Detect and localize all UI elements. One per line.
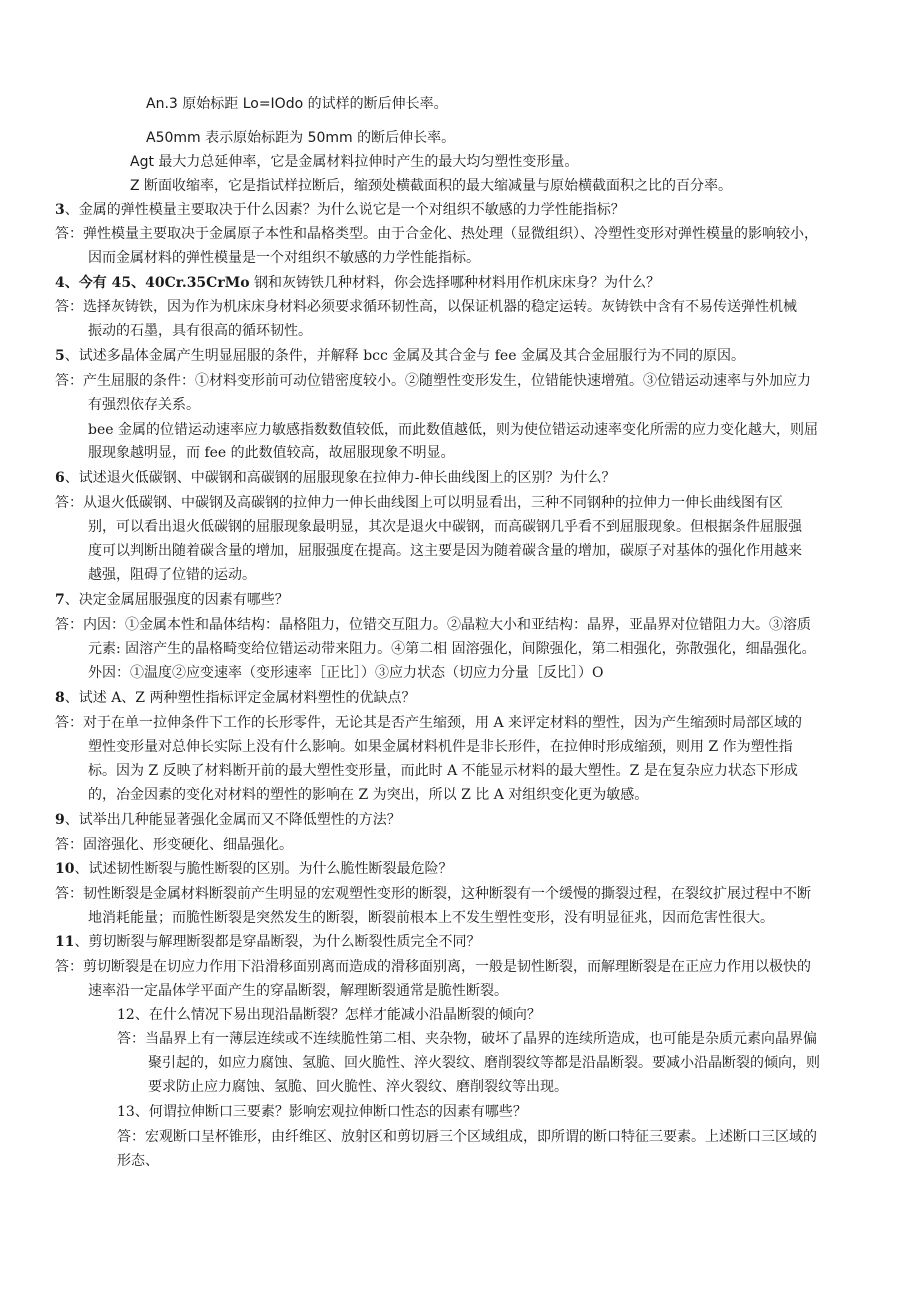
answer-7-line-3: 外因：①温度②应变速率（变形速率［正比］）③应力状态（切应力分量［反比］）O — [88, 665, 604, 681]
answer-6-line-4: 越强，阻碍了位错的运动。 — [88, 567, 256, 583]
answer-9-line-1: 答：固溶强化、形变硬化、细晶强化。 — [55, 837, 293, 853]
answer-13-line-1: 答：宏观断口呈杯锥形，由纤维区、放射区和剪切唇三个区域组成，即所谓的断口特征三要素。上述断口三区域的 — [117, 1129, 817, 1145]
question-13: 13、何谓拉伸断口三要素？影响宏观拉伸断口性态的因素有哪些？ — [117, 1104, 527, 1120]
answer-13-line-2: 形态、 — [117, 1153, 159, 1169]
question-12: 12、在什么情况下易出现沿晶断裂？怎样才能减小沿晶断裂的倾向？ — [117, 1007, 541, 1023]
question-text: 钢和灰铸铁几种材料，你会选择哪种材料用作机床床身？为什么？ — [249, 275, 660, 291]
answer-8-line-1: 答：对于在单一拉伸条件下工作的长形零件，无论其是否产生缩颈，用 A 来评定材料的塑性，因为产生缩颈时局部区域的 — [55, 715, 803, 731]
question-text: 、金属的弹性模量主要取决于什么因素？为什么说它是一个对组织不敏感的力学性能指标？ — [64, 202, 625, 218]
answer-12-line-2: 聚引起的，如应力腐蚀、氢脆、回火脆性、淬火裂纹、磨削裂纹等都是沿晶断裂。要减小沿晶断裂的倾向，则 — [148, 1055, 820, 1071]
definition-z: Z 断面收缩率，它是指试样拉断后，缩颈处横截面积的最大缩减量与原始横截面积之比的百分率。 — [130, 178, 733, 194]
answer-3-line-2: 因而金属材料的弹性模量是一个对组织不敏感的力学性能指标。 — [88, 250, 480, 266]
question-11 — [55, 933, 480, 951]
question-number: 3 — [55, 202, 65, 218]
answer-6-line-1: 答：从退火低碳钢、中碳钢及高碳钢的拉伸力一伸长曲线图上可以明显看出，三种不同钢种的拉伸力一伸长曲线图有区 — [55, 495, 783, 511]
answer-11-line-1: 答：剪切断裂是在切应力作用下沿滑移面别离而造成的滑移面别离，一般是韧性断裂，而解理断裂是在正应力作用以极快的 — [55, 959, 811, 975]
question-number: 5 — [55, 348, 65, 364]
definition-an3: An.3 原始标距 Lo=IOdo 的试样的断后伸长率。 — [146, 96, 448, 112]
question-text: 、剪切断裂与解理断裂都是穿晶断裂，为什么断裂性质完全不同？ — [74, 934, 481, 950]
answer-8-line-2: 塑性变形量对总伸长实际上没有什么影响。如果金属材料机件是非长形件，在拉伸时形成缩颈，则用 Z 作为塑性指 — [88, 739, 793, 755]
question-text: 、试述韧性断裂与脆性断裂的区别。为什么脆性断裂最危险？ — [74, 861, 453, 877]
answer-10-line-2: 地消耗能量；而脆性断裂是突然发生的断裂，断裂前根本上不发生塑性变形，没有明显征兆，因而危害性很大。 — [88, 910, 774, 926]
answer-6-line-3: 度可以判断出随着碳含量的增加，屈服强度在提高。这主要是因为随着碳含量的增加，碳原子对基体的强化作用越来 — [88, 543, 802, 559]
question-3 — [55, 201, 625, 219]
question-number: 9 — [55, 812, 65, 828]
answer-10-line-1: 答：韧性断裂是金属材料断裂前产生明显的宏观塑性变形的断裂，这种断裂有一个缓慢的撕裂过程，在裂纹扩展过程中不断 — [55, 886, 811, 902]
answer-5-line-3: bee 金属的位错运动速率应力敏感指数数值较低，而此数值越低，则为使位错运动速率变化所需的应力变化越大，则屈 — [88, 422, 818, 438]
question-bold-text: 、今有 45、40Cr.35CrMo — [64, 275, 250, 291]
answer-5-line-4: 服现象越明显，而 fee 的此数值较高，故屈服现象不明显。 — [88, 445, 455, 461]
question-number: 10 — [55, 861, 75, 877]
question-text: 、决定金属屈服强度的因素有哪些？ — [64, 592, 289, 608]
question-10 — [55, 860, 452, 878]
answer-6-line-2: 别，可以看出退火低碳钢的屈服现象最明显，其次是退火中碳钢，而高碳钢几乎看不到屈服现象。但根据条件屈服强 — [88, 519, 802, 535]
question-6 — [55, 469, 615, 487]
answer-8-line-4: 的，冶金因素的变化对材料的塑性的影响在 Z 为突出，所以 Z 比 A 对组织变化更为敏感。 — [88, 787, 649, 803]
question-text: 、试述多晶体金属产生明显屈服的条件，并解释 bcc 金属及其合金与 fee 金属及其合金屈服行为不同的原因。 — [64, 348, 745, 364]
question-text: 、试述退火低碳钢、中碳钢和高碳钢的屈服现象在拉伸力-伸长曲线图上的区别？为什么？ — [64, 470, 616, 486]
answer-7-line-1: 答：内因：①金属本性和晶体结构：晶格阻力，位错交互阻力。②晶粒大小和亚结构：晶界，亚晶界对位错阻力大。③溶质 — [55, 617, 811, 633]
answer-11-line-2: 速率沿一定晶体学平面产生的穿晶断裂，解理断裂通常是脆性断裂。 — [88, 983, 508, 999]
question-number: 4 — [55, 275, 65, 291]
question-5 — [55, 347, 745, 365]
question-text: 、试述 A、Z 两种塑性指标评定金属材料塑性的优缺点？ — [64, 690, 416, 706]
question-7 — [55, 591, 289, 609]
answer-12-line-1: 答：当晶界上有一薄层连续或不连续脆性第二相、夹杂物，破坏了晶界的连续所造成，也可能是杂质元素向晶界偏 — [117, 1031, 817, 1047]
question-8 — [55, 689, 416, 707]
answer-8-line-3: 标。因为 Z 反映了材料断开前的最大塑性变形量，而此时 A 不能显示材料的最大塑性。Z 是在复杂应力状态下形成 — [88, 763, 798, 779]
definition-agt: Agt 最大力总延伸率，它是金属材料拉伸时产生的最大均匀塑性变形量。 — [130, 154, 579, 170]
answer-12-line-3: 要求防止应力腐蚀、氢脆、回火脆性、淬火裂纹、磨削裂纹等出现。 — [148, 1079, 568, 1095]
question-9 — [55, 811, 401, 829]
answer-5-line-1: 答：产生屈服的条件：①材料变形前可动位错密度较小。②随塑性变形发生，位错能快速增殖。③位错运动速率与外加应力 — [55, 373, 811, 389]
question-number: 11 — [55, 934, 75, 950]
answer-4-line-1: 答：选择灰铸铁，因为作为机床床身材料必须要求循环韧性高，以保证机器的稳定运转。灰铸铁中含有不易传送弹性机械 — [55, 299, 797, 315]
answer-3-line-1: 答：弹性模量主要取决于金属原子本性和晶格类型。由于合金化、热处理（显微组织）、冷塑性变形对弹性模量的影响较小， — [55, 226, 818, 242]
question-number: 6 — [55, 470, 65, 486]
question-text: 、试举出几种能显著强化金属而又不降低塑性的方法？ — [64, 812, 401, 828]
question-4 — [55, 274, 660, 292]
answer-5-line-2: 有强烈依存关系。 — [88, 397, 200, 413]
answer-7-line-2: 元素: 固溶产生的晶格畸变给位错运动带来阻力。④第二相 固溶强化，间隙强化，第二相强化，弥散强化，细晶强化。 — [88, 641, 816, 657]
definition-a50mm: A50mm 表示原始标距为 50mm 的断后伸长率。 — [146, 130, 456, 146]
answer-4-line-2: 振动的石墨，具有很高的循环韧性。 — [88, 323, 312, 339]
question-number: 7 — [55, 592, 65, 608]
question-number: 8 — [55, 690, 65, 706]
